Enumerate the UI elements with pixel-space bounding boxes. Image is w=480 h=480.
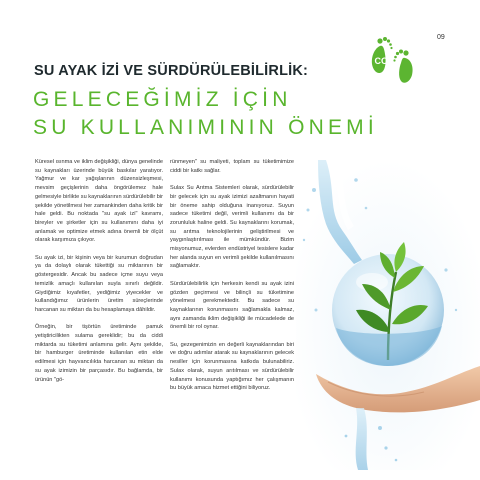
paragraph: Sulax Su Arıtma Sistemleri olarak, sürdürülebilir bir gelecek için su ayak izimizi azaltmanın hayati bir öneme sahip olduğuna inanıyoruz. Suyun sadece tüketimi değil, verimli kullanımı da bir zorunluluk haline geldi. Su kaynaklarını korumak, su arıtma teknolojilerinin geliştirilmesi ve yaygınlaştırılması ile mümkündür. Bizim misyonumuz, evlerden endüstriyel tesislere kadar her alanda suyun en verimli şekilde kullanılmasını sağlamaktır.: [170, 185, 294, 270]
paragraph: Su ayak izi, bir kişinin veya bir kurumun doğrudan ya da dolaylı olarak tükettiği su miktarının bir göstergesidir. Ancak bu sadece içme suyu veya temizlik amaçlı kullanılan suyla sınırlı değildir. Giydiğimiz kıyafetler, yediğimiz yiyecekler ve kullandığımız ürünlerin üretim süreçlerinde harcanan su miktarı da bu hesaplamaya dâhildir.: [35, 254, 163, 313]
kicker-title: SU AYAK İZİ VE SÜRDÜRÜLEBİLİRLİK:: [34, 63, 309, 79]
page-number: 09: [437, 34, 445, 41]
headline-line-1: GELECEĞİMİZ İÇİN: [33, 88, 292, 111]
footprint-co2-icon: [356, 26, 428, 98]
paragraph: Sürdürülebilirlik için herkesin kendi su ayak izini gözden geçirmesi ve bilinçli su tüketimine yönelmesi gerekmektedir. Bu sadece su kaynaklarının korunmasını sağlamakla kalmaz, aynı zamanda iklim değişikliği ile mücadelede de önemli bir rol oynar.: [170, 280, 294, 331]
water-globe-plant-icon: [296, 160, 480, 470]
body-column-1: [35, 158, 163, 393]
co2-label: CO: [374, 56, 388, 66]
paragraph: rünmeyen" su maliyeti, toplam su tüketimimize ciddi bir katkı sağlar.: [170, 159, 294, 174]
body-column-2: [170, 158, 294, 402]
paragraph: Küresel ısınma ve iklim değişikliği, dünya genelinde su kaynakları üzerinde büyük baskılar yaratıyor. Yağmur ve kar yağışlarının düzensizleşmesi, mevsim geçişlerinin daha öngörülemez hale gelmesiyle birlikte su kaynaklarının sürdürülebilir bir şekilde yönetilmesi her zamankinden daha kritik bir hale geldi. Bu noktada "su ayak izi" kavramı, bireyler ve şirketler için su kullanımını daha iyi anlamak ve optimize etmek adına önemli bir ölçüt olarak karşımıza çıkıyor.: [35, 159, 163, 244]
svg-text:2: 2: [387, 63, 390, 69]
paragraph: Su, gezegenimizin en değerli kaynaklarından biri ve doğru adımlar atarak su kaynaklarının gelecek nesiller için korunmasına katkıda bulunabiliriz. Sulax olarak, suyun arıtılması ve sürdürülebilir kullanımı konusunda yaptığımız her çalışmanın bu büyük amaca hizmet ettiğini biliyoruz.: [170, 341, 294, 392]
paragraph: Örneğin, bir tişörtün üretiminde pamuk yetiştiricilikten sulama gereklidir; bu da ciddi miktarda su tüketimi anlamına gelir. Aynı şekilde, bir hamburger üretiminde kullanılan etin elde edilmesi için hayvancılıkta harcanan su miktarı da su ayak izimizin bir parçasıdır. Bu bağlamda, bir ürünün "gö-: [35, 324, 163, 383]
headline-line-2: SU KULLANIMININ ÖNEMİ: [33, 116, 378, 139]
